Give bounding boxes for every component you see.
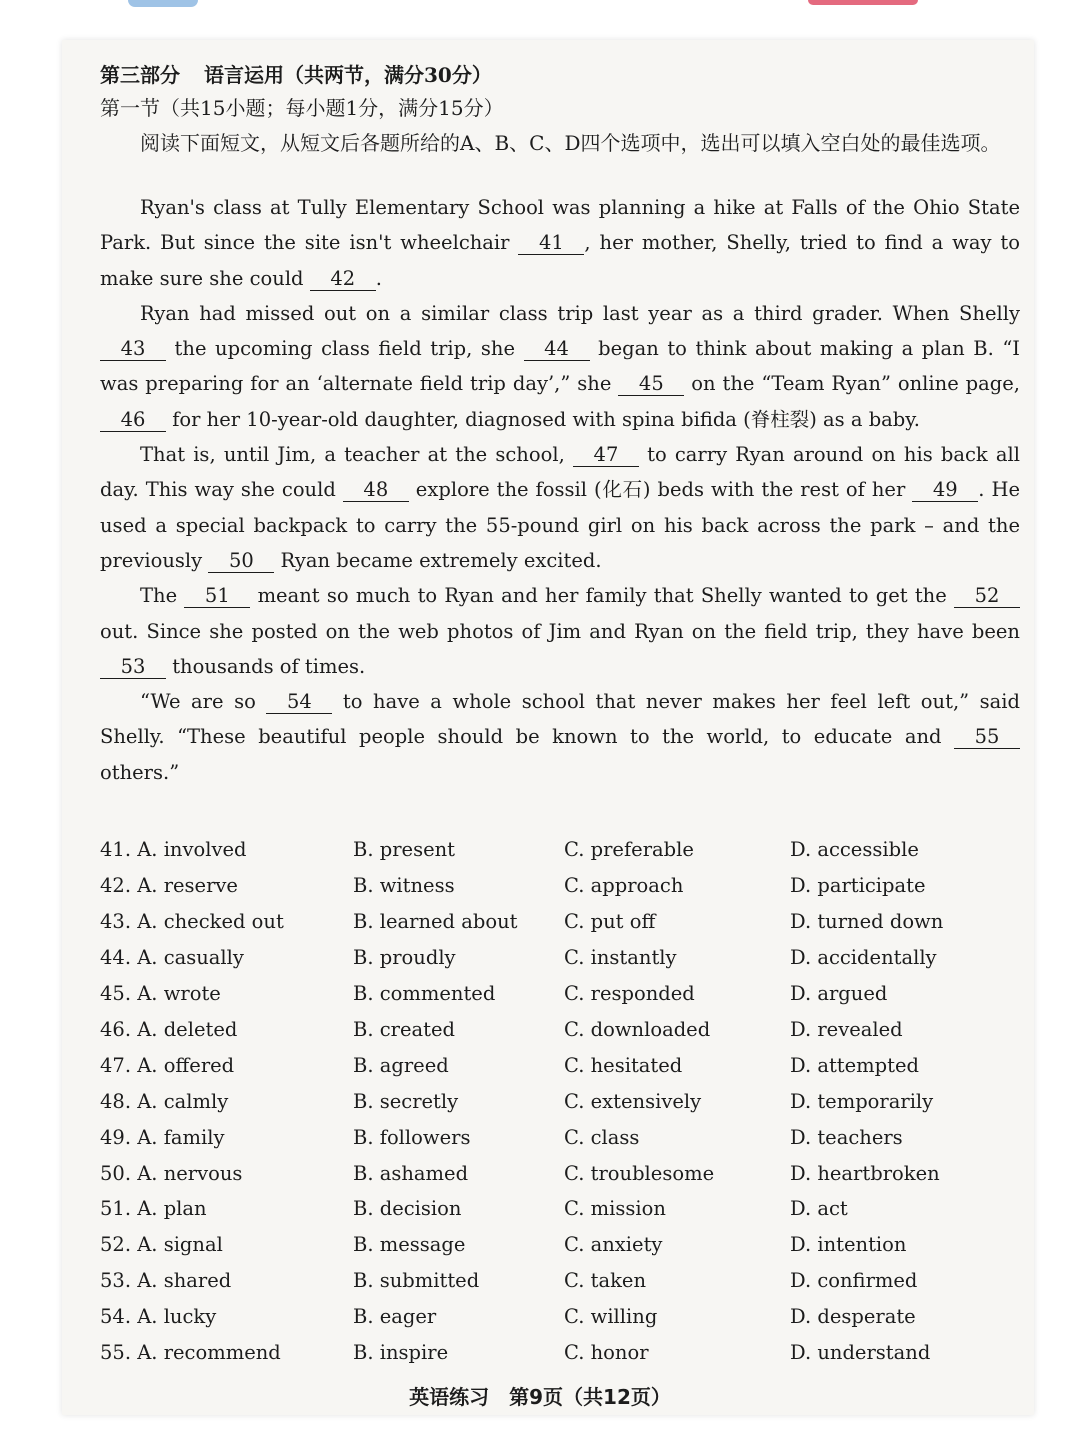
option-a: 48. A. calmly xyxy=(100,1089,229,1113)
option-b: B. present xyxy=(353,838,456,862)
option-d: D. participate xyxy=(790,874,926,898)
option-c: C. troublesome xyxy=(564,1161,715,1185)
blank-55: 55 xyxy=(954,726,1020,749)
top-red-tab xyxy=(808,0,918,5)
option-row xyxy=(100,1119,1020,1155)
option-a: 42. A. reserve xyxy=(100,874,238,898)
instructions: 阅读下面短文，从短文后各题所给的A、B、C、D四个选项中，选出可以填入空白处的最佳选项。 xyxy=(140,131,1001,155)
option-d: D. accessible xyxy=(790,838,919,862)
option-c: C. responded xyxy=(564,982,695,1006)
option-a: 46. A. deleted xyxy=(100,1017,238,1041)
option-c: C. mission xyxy=(564,1197,666,1221)
top-logo-strip xyxy=(128,0,198,7)
option-c: C. approach xyxy=(564,874,684,898)
option-row xyxy=(100,1191,1020,1227)
paragraph-3: That is, until Jim, a teacher at the school, 47 to carry Ryan around on his back all day. This way she could 48 explore the fossil (化石) beds with the rest of her 49 . He used a special backpack to carry the 55-pound girl on his back across the park – and the previously 50 Ryan became extremely excited. xyxy=(100,443,1020,572)
option-b: B. eager xyxy=(353,1305,437,1329)
option-b: B. learned about xyxy=(353,910,518,934)
blank-53: 53 xyxy=(100,656,166,679)
option-c: C. downloaded xyxy=(564,1017,711,1041)
option-d: D. argued xyxy=(790,982,888,1006)
option-row xyxy=(100,940,1020,976)
blank-50: 50 xyxy=(208,550,274,573)
blank-54: 54 xyxy=(266,691,332,714)
option-b: B. witness xyxy=(353,874,455,898)
option-a: 55. A. recommend xyxy=(100,1340,281,1364)
option-row xyxy=(100,1263,1020,1299)
option-d: D. act xyxy=(790,1197,848,1221)
answer-options xyxy=(100,832,1020,1370)
option-d: D. understand xyxy=(790,1340,931,1364)
option-b: B. ashamed xyxy=(353,1161,469,1185)
option-a: 51. A. plan xyxy=(100,1197,207,1221)
option-a: 54. A. lucky xyxy=(100,1305,217,1329)
option-a: 50. A. nervous xyxy=(100,1161,243,1185)
section-heading: 第一节（共15小题；每小题1分，满分15分） xyxy=(100,96,504,120)
option-d: D. temporarily xyxy=(790,1089,934,1113)
option-b: B. created xyxy=(353,1017,455,1041)
option-b: B. inspire xyxy=(353,1340,449,1364)
option-d: D. accidentally xyxy=(790,946,937,970)
option-a: 47. A. offered xyxy=(100,1053,235,1077)
option-d: D. turned down xyxy=(790,910,944,934)
option-a: 52. A. signal xyxy=(100,1233,223,1257)
option-d: D. desperate xyxy=(790,1305,916,1329)
option-row xyxy=(100,832,1020,868)
paragraph-1: Ryan's class at Tully Elementary School was planning a hike at Falls of the Ohio State Park. But since the site isn't wheelchair 41 , her mother, Shelly, tried to find a way to make sure she could 42 . xyxy=(100,196,1020,290)
option-row xyxy=(100,1047,1020,1083)
option-b: B. submitted xyxy=(353,1269,480,1293)
option-d: D. intention xyxy=(790,1233,907,1257)
option-a: 43. A. checked out xyxy=(100,910,284,934)
blank-51: 51 xyxy=(184,585,250,608)
option-d: D. confirmed xyxy=(790,1269,918,1293)
blank-41: 41 xyxy=(518,232,584,255)
option-b: B. proudly xyxy=(353,946,456,970)
option-b: B. followers xyxy=(353,1125,471,1149)
option-c: C. taken xyxy=(564,1269,646,1293)
option-d: D. teachers xyxy=(790,1125,903,1149)
part-title: 语言运用（共两节，满分30分） xyxy=(204,63,492,87)
option-c: C. preferable xyxy=(564,838,694,862)
option-row xyxy=(100,868,1020,904)
blank-43: 43 xyxy=(100,338,166,361)
option-a: 44. A. casually xyxy=(100,946,244,970)
option-c: C. honor xyxy=(564,1340,649,1364)
option-b: B. agreed xyxy=(353,1053,449,1077)
option-a: 45. A. wrote xyxy=(100,982,221,1006)
page-footer: 英语练习 第9页（共12页） xyxy=(409,1385,671,1409)
option-c: C. hesitated xyxy=(564,1053,683,1077)
option-row xyxy=(100,1335,1020,1371)
option-c: C. willing xyxy=(564,1305,658,1329)
option-a: 49. A. family xyxy=(100,1125,225,1149)
paragraph-5: “We are so 54 to have a whole school that never makes her feel left out,” said Shelly. “These beautiful people should be known to the world, to educate and 55 others.” xyxy=(100,690,1020,784)
paragraph-2: Ryan had missed out on a similar class trip last year as a third grader. When Shelly 43 the upcoming class field trip, she 44 began to think about making a plan B. “I was preparing for an ‘alternate field trip day’,” she 45 on the “Team Ryan” online page, 46 for her 10-year-old daughter, diagnosed with spina bifida (脊柱裂) as a baby. xyxy=(100,301,1020,431)
option-d: D. heartbroken xyxy=(790,1161,940,1185)
option-d: D. attempted xyxy=(790,1053,920,1077)
option-c: C. anxiety xyxy=(564,1233,663,1257)
part-heading xyxy=(100,60,1020,90)
blank-47: 47 xyxy=(573,444,639,467)
option-c: C. extensively xyxy=(564,1089,702,1113)
blank-52: 52 xyxy=(954,585,1020,608)
option-c: C. put off xyxy=(564,910,656,934)
part-label: 第三部分 xyxy=(100,63,180,87)
option-d: D. revealed xyxy=(790,1017,903,1041)
blank-44: 44 xyxy=(524,338,590,361)
option-a: 53. A. shared xyxy=(100,1269,232,1293)
paragraph-4: The 51 meant so much to Ryan and her family that Shelly wanted to get the 52 out. Since she posted on the web photos of Jim and Ryan on the field trip, they have been 53 thousands of times. xyxy=(100,584,1020,678)
blank-48: 48 xyxy=(343,479,409,502)
option-row xyxy=(100,1299,1020,1335)
option-b: B. decision xyxy=(353,1197,462,1221)
option-b: B. message xyxy=(353,1233,466,1257)
option-b: B. commented xyxy=(353,982,496,1006)
option-row xyxy=(100,976,1020,1012)
blank-49: 49 xyxy=(912,479,978,502)
exam-content xyxy=(100,60,1020,1370)
option-row xyxy=(100,1227,1020,1263)
blank-42: 42 xyxy=(310,268,376,291)
blank-46: 46 xyxy=(100,409,166,432)
option-row xyxy=(100,1012,1020,1048)
option-row xyxy=(100,1083,1020,1119)
option-c: C. class xyxy=(564,1125,640,1149)
blank-45: 45 xyxy=(618,373,684,396)
option-row xyxy=(100,904,1020,940)
cloze-passage xyxy=(100,190,1020,790)
option-row xyxy=(100,1155,1020,1191)
option-b: B. secretly xyxy=(353,1089,459,1113)
option-c: C. instantly xyxy=(564,946,677,970)
option-a: 41. A. involved xyxy=(100,838,247,862)
